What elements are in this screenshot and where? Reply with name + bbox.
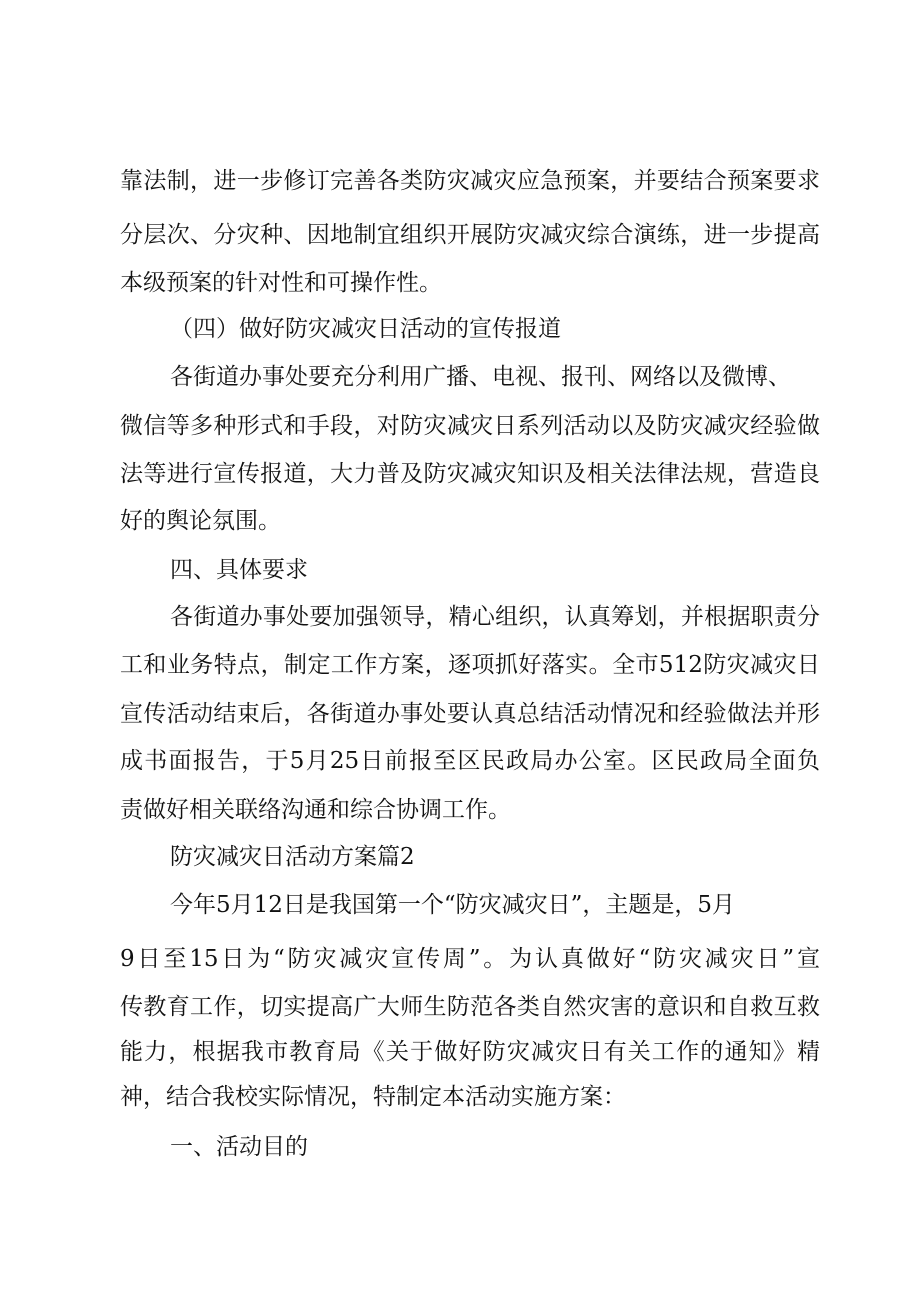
paragraph-line: 分层次、分灾种、因地制宜组织开展防灾减灾综合演练，进一步提高	[120, 222, 820, 248]
section-heading: （四）做好防灾减灾日活动的宣传报道	[170, 316, 561, 342]
paragraph-line: 宣传活动结束后，各街道办事处要认真总结活动情况和经验做法并形	[120, 701, 820, 727]
section-heading: 防灾减灾日活动方案篇2	[170, 844, 415, 870]
paragraph-line: 9日至15日为“防灾减灾宣传周”。为认真做好“防灾减灾日”宣	[120, 946, 820, 972]
paragraph-line: 神，结合我校实际情况，特制定本活动实施方案：	[120, 1084, 626, 1110]
section-heading: 四、具体要求	[170, 557, 308, 583]
paragraph-line: 各街道办事处要充分利用广播、电视、报刊、网络以及微博、	[170, 364, 791, 390]
paragraph-line: 传教育工作，切实提高广大师生防范各类自然灾害的意识和自救互救	[120, 994, 820, 1020]
paragraph-line: 能力，根据我市教育局《关于做好防灾减灾日有关工作的通知》精	[120, 1039, 820, 1065]
paragraph-line: 成书面报告，于5月25日前报至区民政局办公室。区民政局全面负	[120, 748, 820, 774]
paragraph-line: 法等进行宣传报道，大力普及防灾减灾知识及相关法律法规，营造良	[120, 461, 820, 487]
section-heading: 一、活动目的	[170, 1134, 308, 1160]
paragraph-line: 好的舆论氛围。	[120, 508, 281, 534]
paragraph-line: 各街道办事处要加强领导，精心组织，认真筹划，并根据职责分	[170, 604, 820, 630]
paragraph-line: 微信等多种形式和手段，对防灾减灾日系列活动以及防灾减灾经验做	[120, 413, 820, 439]
paragraph-line: 工和业务特点，制定工作方案，逐项抓好落实。全市512防灾减灾日	[120, 652, 820, 678]
paragraph-line: 今年5月12日是我国第一个“防灾减灾日”，主题是，5月	[170, 892, 736, 918]
paragraph-line: 本级预案的针对性和可操作性。	[120, 270, 442, 296]
paragraph-line: 责做好相关联络沟通和综合协调工作。	[120, 797, 511, 823]
paragraph-line: 靠法制，进一步修订完善各类防灾减灾应急预案，并要结合预案要求	[120, 168, 820, 194]
